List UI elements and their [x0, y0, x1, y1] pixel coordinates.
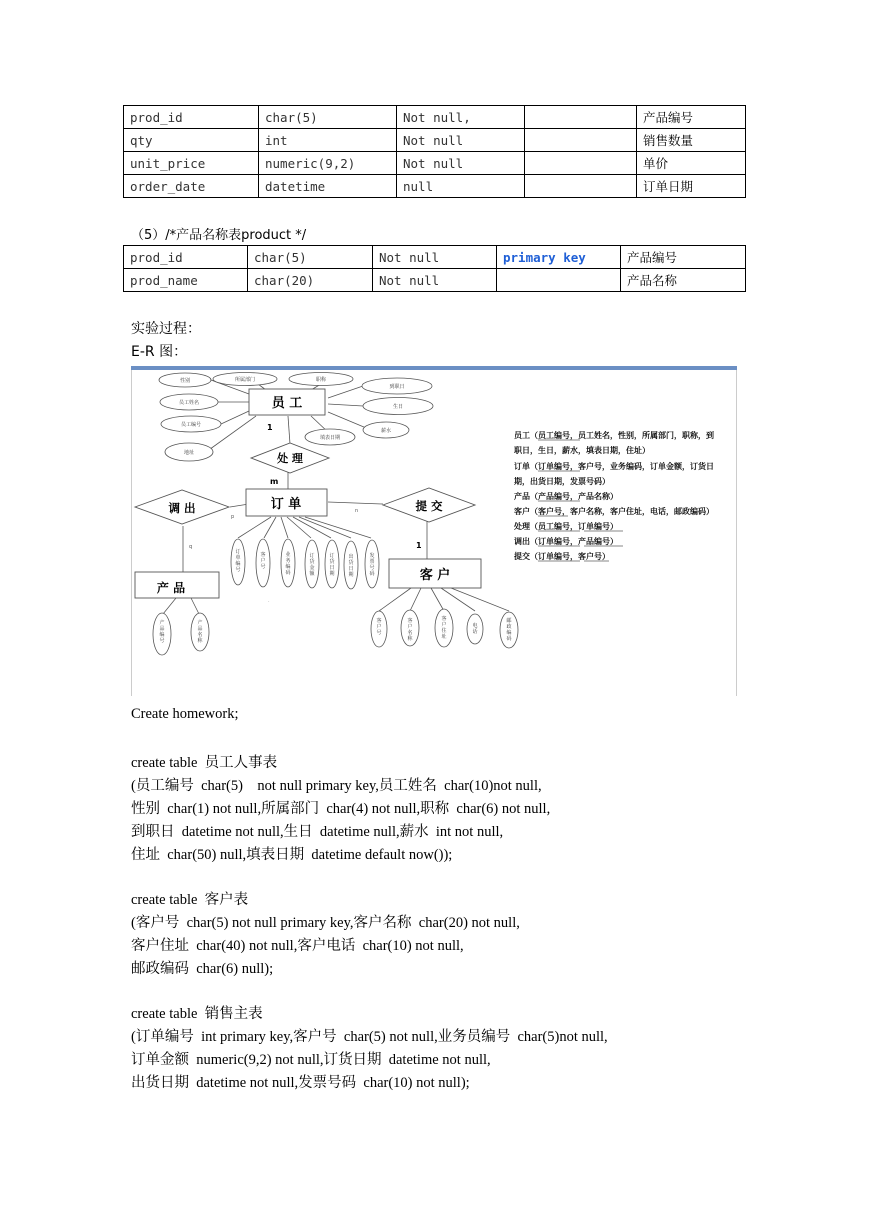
experiment-label: 实验过程：	[131, 321, 201, 337]
relation-label: 处 理	[277, 452, 303, 465]
er-diagram	[131, 366, 737, 696]
table-cell: 订单日期	[637, 175, 746, 198]
vattr-label: 产品名称	[197, 620, 203, 644]
code-line: 订单金额 numeric(9,2) not null,订货日期 datetime not null,	[131, 1052, 491, 1068]
table-cell: int	[259, 129, 397, 152]
code-header: Create homework;	[131, 706, 239, 722]
code-line: (订单编号 int primary key,客户号 char(5) not null,业务员编号 char(5)not null,	[131, 1029, 608, 1045]
attr-label: 到职日	[389, 384, 405, 390]
table-cell: 产品编号	[637, 106, 746, 129]
vattr-label: 业务编码	[285, 552, 291, 576]
svg-text:·: ·	[268, 599, 270, 605]
table-cell: numeric(9,2)	[259, 152, 397, 175]
code-line: 到职日 datetime not null,生日 datetime null,薪水 int not null,	[131, 824, 504, 840]
vattr-label: 邮政编码	[506, 618, 512, 642]
primary-key-cell: primary key	[497, 246, 621, 269]
vattr-label: 出货日期	[348, 554, 354, 578]
table-cell: qty	[124, 129, 259, 152]
table-cell: datetime	[259, 175, 397, 198]
vattr-label: 产品编号	[159, 620, 165, 644]
code-line: create table 客户表	[131, 892, 249, 908]
code-line: create table 员工人事表	[131, 755, 278, 771]
er-description-line: 员工（员工编号，员工姓名，性别，所属部门，职称，到	[514, 431, 714, 440]
attr-label: 地址	[183, 450, 195, 456]
cardinality-label: 1	[267, 423, 273, 432]
er-label: E-R 图：	[131, 344, 188, 360]
table-cell	[525, 129, 637, 152]
cardinality-label: n	[355, 508, 359, 514]
entity-label: 产 品	[156, 581, 186, 595]
table-cell: prod_name	[124, 269, 248, 292]
vattr-label: 订单编号	[235, 549, 241, 573]
table-cell: Not null	[397, 152, 525, 175]
attr-label: 性别	[179, 378, 191, 384]
er-description-line: 提交（订单编号，客户号）	[514, 552, 610, 561]
cardinality-label: p	[231, 514, 235, 520]
table-cell: null	[397, 175, 525, 198]
vattr-label: 客户住址	[441, 616, 447, 640]
vattr-label: 客户号	[376, 618, 382, 636]
table-cell: prod_id	[124, 246, 248, 269]
table-cell: prod_id	[124, 106, 259, 129]
section-caption: （5）/*产品名称表product */	[131, 228, 307, 243]
table-row	[124, 106, 746, 129]
table-cell: 产品编号	[621, 246, 746, 269]
vattr-label: 订货日期	[329, 553, 335, 577]
sales-detail-table	[123, 105, 746, 198]
table-cell: order_date	[124, 175, 259, 198]
er-description-line: 处理（员工编号，订单编号）	[514, 522, 618, 531]
attr-label: 员工姓名	[178, 400, 200, 406]
table-row	[124, 129, 746, 152]
vattr-label: 订货金额	[309, 553, 315, 577]
table-row	[124, 152, 746, 175]
table-cell	[497, 269, 621, 292]
table-cell: Not null	[397, 129, 525, 152]
code-line: 客户住址 char(40) not null,客户电话 char(10) not null,	[131, 938, 464, 954]
er-description-line: 订单（订单编号，客户号，业务编码，订单金额，订货日	[514, 462, 714, 471]
table-cell: unit_price	[124, 152, 259, 175]
table-cell	[525, 152, 637, 175]
er-description-line: 职日，生日，薪水，填表日期，住址）	[514, 446, 650, 455]
code-line: 住址 char(50) null,填表日期 datetime default now());	[131, 847, 453, 863]
er-description-line: 产品（产品编号，产品名称）	[514, 492, 618, 501]
table-cell: 销售数量	[637, 129, 746, 152]
vattr-label: 客户名称	[407, 618, 413, 642]
attr-label: 职称	[315, 377, 327, 383]
code-line: (客户号 char(5) not null primary key,客户名称 char(20) not null,	[131, 915, 520, 931]
attr-label: 生日	[392, 404, 404, 410]
cardinality-label: 1	[416, 541, 422, 550]
code-line: 出货日期 datetime not null,发票号码 char(10) not null);	[131, 1075, 470, 1091]
code-line: 邮政编码 char(6) null);	[131, 961, 274, 977]
code-line: (员工编号 char(5) not null primary key,员工姓名 char(10)not null,	[131, 778, 542, 794]
attr-label: 员工编号	[180, 422, 202, 428]
table-cell: char(20)	[248, 269, 373, 292]
attr-label: 填表日期	[319, 435, 341, 441]
er-description-line: 客户（客户号，客户名称，客户住址，电话，邮政编码）	[514, 507, 714, 516]
vattr-label: 发票号码	[369, 553, 375, 577]
table-row	[124, 246, 746, 269]
er-description-line: 调出（订单编号，产品编号）	[514, 537, 618, 546]
code-line: 性别 char(1) not null,所属部门 char(4) not null,职称 char(6) not null,	[131, 801, 551, 817]
table-cell: 产品名称	[621, 269, 746, 292]
er-description-line: 期，出货日期，发票号码）	[514, 477, 610, 486]
attr-label: 所属部门	[234, 377, 256, 383]
diagram-frame-top	[131, 366, 737, 370]
relation-label: 提 交	[415, 499, 443, 513]
table-cell: Not null	[373, 269, 497, 292]
entity-label: 员 工	[271, 396, 303, 411]
vattr-label: 电话	[472, 623, 478, 635]
table-cell: Not null	[373, 246, 497, 269]
entity-label: 订 单	[270, 497, 302, 512]
table-cell	[525, 106, 637, 129]
cardinality-label: m	[270, 477, 279, 486]
table-cell	[525, 175, 637, 198]
cardinality-label: q	[189, 544, 193, 550]
table-cell: Not null,	[397, 106, 525, 129]
code-line: create table 销售主表	[131, 1006, 263, 1022]
table-row	[124, 269, 746, 292]
entity-label: 客 户	[419, 568, 451, 583]
table-cell: 单价	[637, 152, 746, 175]
vattr-label: 客户号	[260, 552, 266, 570]
product-name-table	[123, 245, 746, 292]
table-cell: char(5)	[248, 246, 373, 269]
attr-label: 薪水	[380, 428, 392, 434]
table-row	[124, 175, 746, 198]
table-cell: char(5)	[259, 106, 397, 129]
relation-label: 调 出	[168, 501, 196, 515]
